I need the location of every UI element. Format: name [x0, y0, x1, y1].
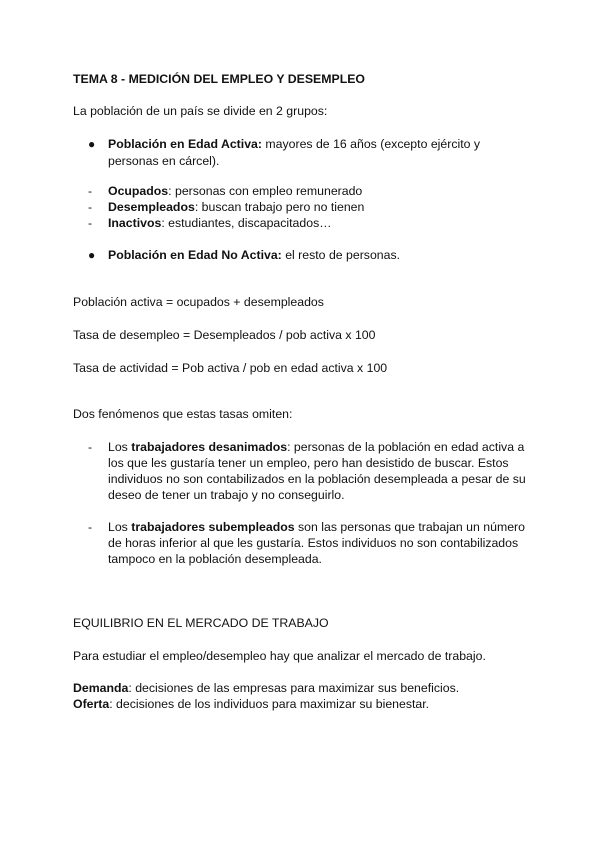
phenomenon-prefix: Los [108, 520, 132, 534]
formula-unemployment-rate: Tasa de desempleo = Desempleados / pob activa x 100 [73, 328, 376, 342]
phenomenon-text: son las personas que trabajan un número [294, 520, 525, 534]
list-text: : estudiantes, discapacitados… [161, 216, 332, 230]
bullet-text-continued: personas en cárcel). [108, 154, 220, 168]
phenomena-intro: Dos fenómenos que estas tasas omiten: [73, 407, 293, 421]
formula-activity-rate: Tasa de actividad = Pob activa / pob en edad activa x 100 [73, 361, 388, 375]
phenomenon-text-line: individuos no son contabilizados en la población desempleada a pesar de su [108, 472, 526, 486]
definition-supply [73, 696, 429, 712]
bullet-label: Población en Edad No Activa: [108, 248, 282, 262]
definition-demand [73, 680, 459, 696]
phenomenon-term: trabajadores subempleados [131, 520, 295, 534]
definition-term: Oferta [73, 697, 110, 711]
dash-marker: - [88, 184, 93, 198]
formula-active-population: Población activa = ocupados + desempleados [73, 295, 324, 309]
bullet-text: el resto de personas. [281, 248, 401, 262]
bullet-icon: ● [88, 248, 96, 262]
list-term: Ocupados [108, 184, 169, 198]
dash-marker: - [88, 440, 93, 454]
page-title: TEMA 8 - MEDICIÓN DEL EMPLEO Y DESEMPLEO [73, 72, 365, 86]
dash-marker: - [88, 520, 93, 534]
section-intro: Para estudiar el empleo/desempleo hay que analizar el mercado de trabajo. [73, 649, 486, 663]
bullet-icon: ● [88, 137, 96, 151]
definition-term: Demanda [73, 681, 129, 695]
definition-text: : decisiones de los individuos para maximizar su bienestar. [109, 697, 430, 711]
intro-paragraph: La población de un país se divide en 2 grupos: [73, 104, 328, 118]
list-term: Inactivos [108, 216, 162, 230]
phenomenon-text-line: los que les gustaría tener un empleo, pero han desistido de buscar. Estos [108, 456, 509, 470]
dash-marker: - [88, 216, 93, 230]
dash-marker: - [88, 200, 93, 214]
section-title: EQUILIBRIO EN EL MERCADO DE TRABAJO [73, 616, 329, 630]
phenomenon-prefix: Los [108, 440, 132, 454]
phenomenon-term: trabajadores desanimados [131, 440, 288, 454]
phenomenon-text-line: tampoco en la población desempleada. [108, 552, 322, 566]
bullet-label: Población en Edad Activa: [108, 137, 262, 151]
phenomenon-text-line: deseo de tener un trabajo y no conseguirlo. [108, 488, 345, 502]
bullet-text: mayores de 16 años (excepto ejército y [261, 137, 481, 151]
list-text: : personas con empleo remunerado [168, 184, 363, 198]
phenomenon-text-line: de horas inferior al que les gustaría. Estos individuos no son contabilizados [108, 536, 519, 550]
phenomenon-text: : personas de la población en edad activa a [287, 440, 525, 454]
list-term: Desempleados [108, 200, 195, 214]
list-text: : buscan trabajo pero no tienen [194, 200, 365, 214]
definition-text: : decisiones de las empresas para maximizar sus beneficios. [128, 681, 460, 695]
